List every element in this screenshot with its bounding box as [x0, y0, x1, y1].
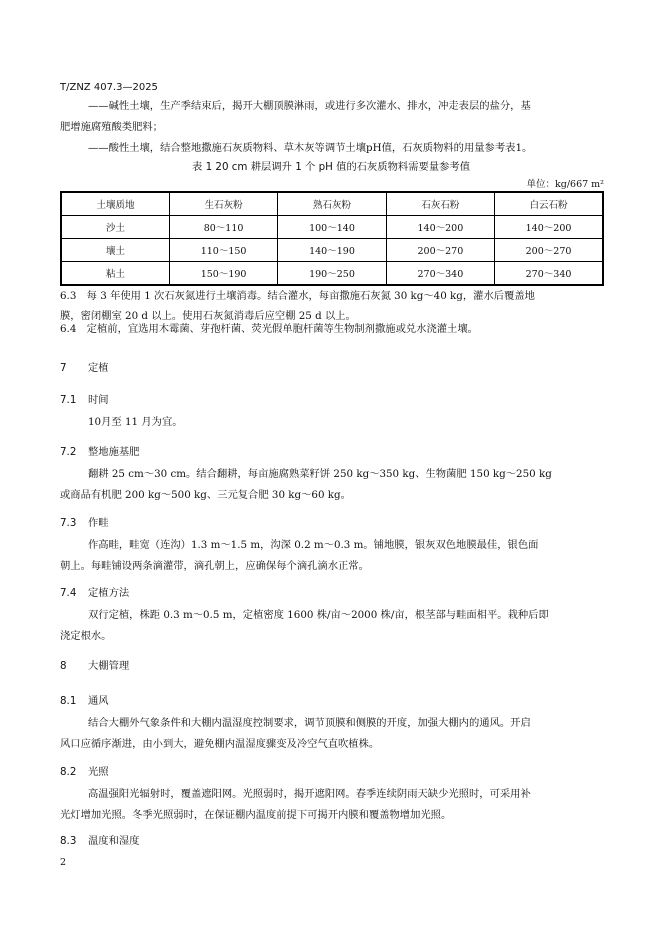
clause-6-4: 6.4 定植前，宜选用木霉菌、芽孢杆菌、荧光假单胞杆菌等生物制剂撒施或兑水浇灌土壤。 — [60, 323, 478, 335]
clause-8-1-heading — [60, 692, 109, 707]
clause-title: 定植方法 — [88, 587, 130, 599]
paragraph-line: 翻耕 25 cm～30 cm。结合翻耕，每亩施腐熟菜籽饼 250 kg～350 kg、生物菌肥 150 kg～250 kg — [88, 468, 552, 480]
section-number: 8 — [60, 660, 67, 672]
clause-6-3: 6.3 每 3 年使用 1 次石灰氮进行土壤消毒。结合灌水，每亩撒施石灰氮 30 kg～40 kg，灌水后覆盖地 — [60, 290, 535, 302]
table-header-cell: 石灰石粉 — [386, 192, 494, 216]
table-cell: 150～190 — [169, 262, 277, 286]
clause-number: 7.4 — [60, 587, 77, 599]
table-header-cell: 生石灰粉 — [169, 192, 277, 216]
page-number: 2 — [60, 857, 67, 868]
clause-title: 时间 — [88, 394, 109, 406]
table-header-cell: 熟石灰粉 — [278, 192, 386, 216]
table-cell: 140～190 — [278, 239, 386, 262]
table-row — [61, 262, 603, 286]
clause-7-4-heading — [60, 584, 129, 599]
table-cell: 壤土 — [61, 239, 169, 262]
table-cell: 80～110 — [169, 216, 277, 239]
section-7-heading — [60, 359, 109, 374]
clause-number: 8.1 — [60, 695, 77, 707]
clause-title: 光照 — [88, 766, 109, 778]
table-cell: 190～250 — [278, 262, 386, 286]
table-header-cell: 白云石粉 — [495, 192, 603, 216]
lime-material-table — [60, 191, 604, 286]
paragraph-line: 膜，密闭棚室 20 d 以上。使用石灰氮消毒后应空棚 25 d 以上。 — [60, 310, 356, 322]
paragraph-line: ——碱性土壤，生产季结束后，揭开大棚顶膜淋雨，或进行多次灌水、排水，冲走表层的盐分，基 — [88, 100, 531, 112]
table-cell: 200～270 — [495, 239, 603, 262]
clause-title: 通风 — [88, 695, 109, 707]
clause-8-3-heading — [60, 832, 139, 847]
table-header-row — [61, 192, 603, 216]
paragraph-line: 或商品有机肥 200 kg～500 kg、三元复合肥 30 kg～60 kg。 — [60, 489, 351, 501]
table-cell: 270～340 — [495, 262, 603, 286]
table-cell: 110～150 — [169, 239, 277, 262]
paragraph-line: 高温强阳光辐射时，覆盖遮阳网。光照弱时，揭开遮阳网。春季连续阴雨天缺少光照时，可采用补 — [88, 788, 531, 800]
table-unit: 单位：kg/667 m² — [526, 179, 604, 190]
table-cell: 100～140 — [278, 216, 386, 239]
clause-8-2-heading — [60, 763, 109, 778]
table-cell: 270～340 — [386, 262, 494, 286]
clause-title: 整地施基肥 — [88, 446, 140, 458]
table-cell: 140～200 — [495, 216, 603, 239]
section-title: 大棚管理 — [88, 660, 130, 672]
paragraph-line: 双行定植，株距 0.3 m～0.5 m，定植密度 1600 株/亩～2000 株/亩，根茎部与畦面相平。栽种后即 — [88, 609, 549, 621]
table-cell: 粘土 — [61, 262, 169, 286]
paragraph-line: ——酸性土壤，结合整地撒施石灰质物料、草木灰等调节土壤pH值，石灰质物料的用量参考表1。 — [88, 142, 533, 154]
clause-7-1-heading — [60, 391, 109, 406]
paragraph-line: 10月至 11 月为宜。 — [88, 416, 183, 428]
section-8-heading — [60, 657, 129, 672]
table-caption: 表 1 20 cm 耕层调升 1 个 pH 值的石灰质物料需要量参考值 — [192, 161, 470, 173]
table-cell: 140～200 — [386, 216, 494, 239]
section-number: 7 — [60, 362, 67, 374]
paragraph-line: 光灯增加光照。冬季光照弱时，在保证棚内温度前提下可揭开内膜和覆盖物增加光照。 — [60, 809, 452, 821]
clause-number: 8.2 — [60, 766, 77, 778]
clause-7-3-heading — [60, 514, 109, 529]
clause-number: 7.2 — [60, 446, 77, 458]
paragraph-line: 肥增施腐殖酸类肥料； — [60, 121, 163, 133]
table-cell: 沙土 — [61, 216, 169, 239]
clause-7-2-heading — [60, 443, 139, 458]
table-cell: 200～270 — [386, 239, 494, 262]
clause-number: 7.1 — [60, 394, 77, 406]
paragraph-line: 作高畦，畦宽（连沟）1.3 m～1.5 m，沟深 0.2 m～0.3 m。铺地膜，银灰双色地膜最佳，银色面 — [88, 539, 539, 551]
clause-number: 8.3 — [60, 835, 77, 847]
clause-title: 作畦 — [88, 517, 109, 529]
table-header-cell: 土壤质地 — [61, 192, 169, 216]
paragraph-line: 浇定根水。 — [60, 630, 112, 642]
clause-number: 7.3 — [60, 517, 77, 529]
table-row — [61, 216, 603, 239]
standard-code: T/ZNZ 407.3—2025 — [60, 82, 158, 93]
paragraph-line: 风口应循序渐进，由小到大，避免棚内温湿度骤变及冷空气直吹植株。 — [60, 738, 380, 750]
paragraph-line: 朝上。每畦铺设两条滴灌带，滴孔朝上，应确保每个滴孔滴水正常。 — [60, 560, 369, 572]
section-title: 定植 — [88, 362, 109, 374]
table-row — [61, 239, 603, 262]
clause-title: 温度和湿度 — [88, 835, 140, 847]
paragraph-line: 结合大棚外气象条件和大棚内温湿度控制要求，调节顶膜和侧膜的开度，加强大棚内的通风。开启 — [88, 717, 531, 729]
